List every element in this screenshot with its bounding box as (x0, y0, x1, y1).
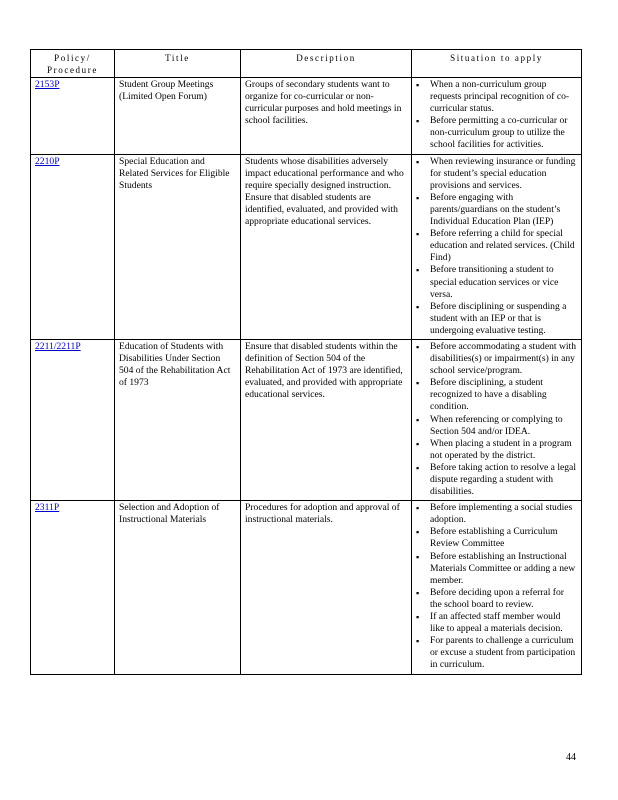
situation-item: ▪ Before accommodating a student with disabilities(s) or impairment(s) in any school service/program. (416, 341, 577, 377)
policy-link[interactable]: 2210P (35, 155, 60, 167)
title-cell: Student Group Meetings (Limited Open Forum) (115, 78, 241, 155)
situation-item: ▪ Before transitioning a student to special education services or vice versa. (416, 264, 577, 300)
header-row (31, 50, 582, 78)
policy-cell (31, 501, 115, 674)
situation-item: ▪ Before disciplining, a student recognized to have a disabling condition. (416, 377, 577, 413)
header-policy: Policy/ Procedure (31, 50, 115, 78)
policy-table (30, 49, 582, 675)
situation-list (416, 341, 577, 498)
header-title: Title (115, 50, 241, 78)
situation-item: ▪ When a non-curriculum group requests principal recognition of co-curricular status. (416, 79, 577, 115)
title-cell: Education of Students with Disabilities Under Section 504 of the Rehabilitation Act of 1973 (115, 339, 241, 500)
table-row (31, 154, 582, 339)
situation-cell (412, 339, 582, 500)
header-description: Description (241, 50, 412, 78)
description-cell: Procedures for adoption and approval of instructional materials. (241, 501, 412, 674)
situation-list (416, 156, 577, 337)
situation-list (416, 502, 577, 671)
table-row (31, 339, 582, 500)
situation-item: ▪ Before disciplining or suspending a student with an IEP or that is undergoing evaluative testing. (416, 301, 577, 337)
situation-item: ▪ For parents to challenge a curriculum or excuse a student from participation in curriculum. (416, 635, 577, 671)
situation-item: ▪ Before establishing a Curriculum Review Committee (416, 526, 577, 550)
policy-cell (31, 154, 115, 339)
page-number: 44 (566, 752, 576, 763)
table-row (31, 501, 582, 674)
table-row (31, 78, 582, 155)
situation-cell (412, 78, 582, 155)
title-cell: Special Education and Related Services for Eligible Students (115, 154, 241, 339)
situation-cell (412, 501, 582, 674)
situation-item: ▪ Before deciding upon a referral for the school board to review. (416, 587, 577, 611)
situation-item: ▪ When referencing or complying to Section 504 and/or IDEA. (416, 414, 577, 438)
situation-item: ▪ If an affected staff member would like to appeal a materials decision. (416, 611, 577, 635)
situation-item: ▪ Before engaging with parents/guardians on the student’s Individual Education Plan (IEP) (416, 192, 577, 228)
policy-cell (31, 78, 115, 155)
policy-link[interactable]: 2153P (35, 79, 60, 90)
situation-item: ▪ Before implementing a social studies adoption. (416, 502, 577, 526)
header-situation: Situation to apply (412, 50, 582, 78)
title-cell: Selection and Adoption of Instructional Materials (115, 501, 241, 674)
situation-item: ▪ When placing a student in a program not operated by the district. (416, 438, 577, 462)
description-cell: Ensure that disabled students within the definition of Section 504 of the Rehabilitation Act of 1973 are identified, evaluated, and provided with appropriate educational services. (241, 339, 412, 500)
situation-item: ▪ Before establishing an Instructional Materials Committee or adding a new member. (416, 551, 577, 587)
policy-link[interactable]: 2311P (35, 502, 60, 514)
description-cell: Students whose disabilities adversely impact educational performance and who require specially designed instruction. Ensure that disabled students are identified, evaluated, and provided with appropriate educational services. (241, 154, 412, 339)
situation-item: ▪ Before taking action to resolve a legal dispute regarding a student with disabilities. (416, 462, 577, 498)
policy-link[interactable]: 2211/2211P (35, 340, 81, 352)
situation-item: ▪ Before permitting a co-curricular or non-curriculum group to utilize the school facilities for activities. (416, 115, 577, 151)
situation-list (416, 79, 577, 152)
situation-item: ▪ Before referring a child for special education and related services. (Child Find) (416, 228, 577, 264)
situation-cell (412, 154, 582, 339)
policy-cell (31, 339, 115, 500)
situation-item: ▪ When reviewing insurance or funding for student’s special education provisions and services. (416, 156, 577, 192)
description-cell: Groups of secondary students want to organize for co-curricular or non-curricular purposes and hold meetings in school facilities. (241, 78, 412, 155)
